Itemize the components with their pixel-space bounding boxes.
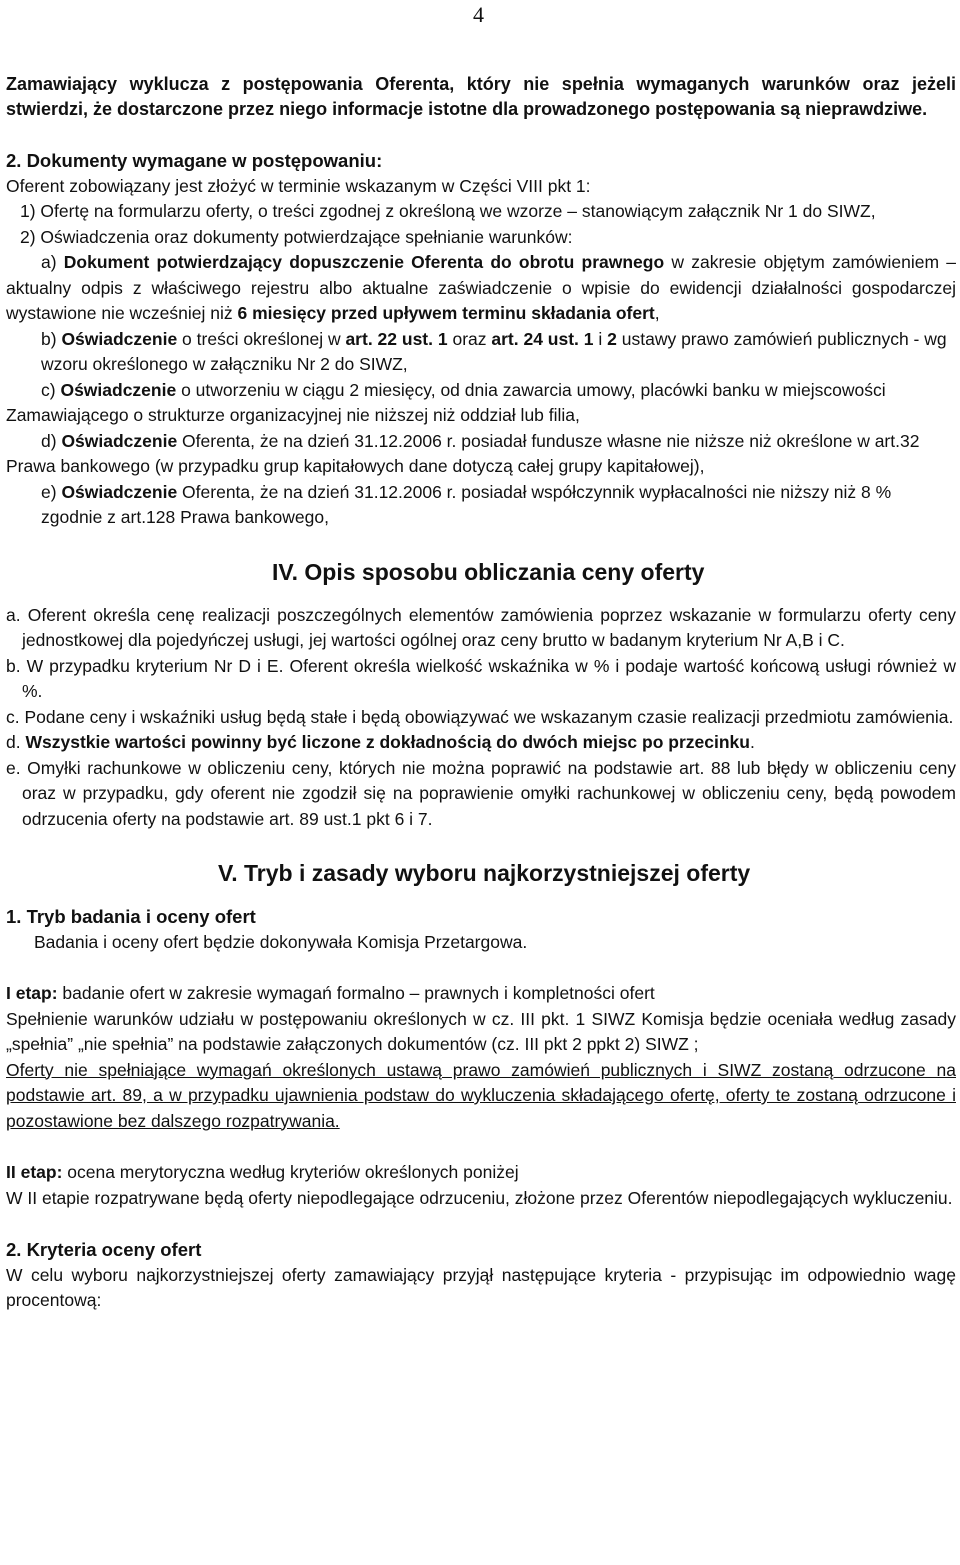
pricing-item-d (6, 730, 956, 756)
subsection-1-text: Badania i oceny ofert będzie dokonywała Komisja Przetargowa. (34, 931, 528, 952)
sub-item-c-bold: Oświadczenie (60, 379, 177, 400)
sub-item-d-label: d) (41, 430, 57, 451)
sub-item-b (6, 327, 956, 378)
pricing-item-d-bold: Wszystkie wartości powinny być liczone z dokładnością do dwóch miejsc po przecinku (25, 732, 750, 752)
sub-item-b-text4: ustawy prawo zamówień publicznych - wg wzoru określonego w załączniku Nr 2 do SIWZ, (41, 328, 947, 374)
sub-item-b-ust2: 2 (607, 328, 617, 349)
stage-2-paragraph: W II etapie rozpatrywane będą oferty niepodlegające odrzuceniu, złożone przez Oferentów niepodlegających wykluczeniu. (6, 1187, 953, 1208)
sub-item-b-label: b) (41, 328, 57, 349)
stage-1-text: badanie ofert w zakresie wymagań formalno – prawnych i kompletności ofert (57, 983, 655, 1003)
sub-item-b-text2: oraz (447, 328, 492, 349)
sub-item-a-bold: Dokument potwierdzający dopuszczenie Oferenta do obrotu prawnego (63, 252, 665, 272)
sub-item-d (6, 429, 956, 480)
subsection-1-heading: 1. Tryb badania i oceny ofert (6, 906, 256, 927)
pricing-item-a: a. Oferent określa cenę realizacji poszczególnych elementów zamówienia poprzez wskazanie w formularzu oferty ceny jednostkowej dla pojedyńczej usługi, jej wartości ogólnej oraz ceny brutto w badanym kryterium Nr A,B i C. (6, 604, 956, 650)
sub-item-d-text: Oferenta, że na dzień 31.12.2006 r. posiadał fundusze własne nie niższe niż określone w art.32 Prawa bankowego (w przypadku grup kapitałowych dane dotyczą całej grupy kapitałowej), (6, 430, 920, 476)
required-item-2: 2) Oświadczenia oraz dokumenty potwierdzające spełnianie warunków: (20, 226, 573, 247)
stage-1-paragraph-2: Oferty nie spełniające wymagań określonych ustawą prawo zamówień publicznych i SIWZ zostaną odrzucone na podstawie art. 89, a w przypadku ujawnienia podstaw do wykluczenia składającego ofertę, oferty te zostaną odrzucone i pozostawione bez dalszego rozpatrywania. (6, 1059, 956, 1131)
section-5-title: V. Tryb i zasady wyboru najkorzystniejszej oferty (218, 860, 751, 886)
sub-item-a-end: , (654, 303, 660, 323)
stage-2-label: II etap: (6, 1162, 63, 1182)
sub-item-a-label: a) (41, 252, 57, 272)
section-2-documents (6, 148, 956, 531)
intro-paragraph: Zamawiający wyklucza z postępowania Oferenta, który nie spełnia wymaganych warunków oraz jeżeli stwierdzi, że dostarczone przez niego informacje istotne dla prowadzonego postępowania są nieprawdziwe. (6, 74, 956, 119)
sub-item-c-text: o utworzeniu w ciągu 2 miesięcy, od dnia zawarcia umowy, placówki banku w miejscowości Zamawiającego o strukturze organizacyjnej nie niższej niż oddział lub filia, (6, 379, 886, 425)
stage-1-line (6, 981, 956, 1007)
sub-item-e-text: Oferenta, że na dzień 31.12.2006 r. posiadał współczynnik wypłacalności nie niższy niż 8 % zgodnie z art.128 Prawa bankowego, (41, 481, 892, 527)
stage-2-line (6, 1160, 956, 1186)
pricing-item-c: c. Podane ceny i wskaźniki usług będą stałe i będą obowiązywać we wskazanym czasie realizacji przedmiotu zamówienia. (6, 706, 954, 727)
sub-item-c (6, 378, 956, 429)
pricing-item-b: b. W przypadku kryterium Nr D i E. Oferent określa wielkość wskaźnika w % i podaje wartość końcową usługi również w %. (6, 655, 956, 701)
sub-item-e-bold: Oświadczenie (61, 481, 178, 502)
sub-item-c-label: c) (41, 379, 56, 400)
sub-item-a-text: w zakresie objętym zamówieniem – aktualny odpis z właściwego rejestru albo aktualne zaświadczenie o wpisie do ewidencji działalności gospodarczej wystawione nie wcześniej niż (6, 252, 956, 323)
sub-item-b-text1: o treści określonej w (177, 328, 346, 349)
page-number: 4 (473, 2, 484, 27)
sub-item-d-bold: Oświadczenie (61, 430, 178, 451)
stage-2-text: ocena merytoryczna według kryteriów określonych poniżej (62, 1162, 519, 1182)
sub-item-b-art22: art. 22 ust. 1 (345, 328, 448, 349)
section-5-selection (6, 858, 956, 1314)
document-body (6, 72, 956, 1314)
required-item-1: 1) Ofertę na formularzu oferty, o treści zgodnej z określoną we wzorze – stanowiącym załącznik Nr 1 do SIWZ, (20, 201, 876, 221)
subsection-2-heading: 2. Kryteria oceny ofert (6, 1239, 202, 1260)
pricing-item-d-label: d. (6, 732, 21, 752)
sub-item-a (6, 250, 956, 327)
stage-1-paragraph-1: Spełnienie warunków udziału w postępowaniu określonych w cz. III pkt. 1 SIWZ Komisja będzie oceniała według zasady „spełnia” „nie spełnia” na podstawie załączonych dokumentów (cz. III pkt 2 ppkt 2) SIWZ ; (6, 1008, 956, 1054)
subsection-2-text: W celu wyboru najkorzystniejszej oferty zamawiający przyjął następujące kryteria - przypisując im odpowiednio wagę procentową: (6, 1264, 956, 1310)
pricing-item-e: e. Omyłki rachunkowe w obliczeniu ceny, których nie można poprawić na podstawie art. 88 lub błędy w obliczeniu ceny oraz w przypadku, gdy oferent nie zgodził się na poprawienie omyłki rachunkowej w obliczeniu ceny, będą powodem odrzucenia oferty na podstawie art. 89 ust.1 pkt 6 i 7. (6, 757, 956, 829)
sub-item-a-deadline: 6 miesięcy przed upływem terminu składania ofert (237, 303, 655, 323)
pricing-item-d-end: . (749, 732, 755, 752)
sub-item-b-art24: art. 24 ust. 1 (491, 328, 594, 349)
sub-item-e-label: e) (41, 481, 57, 502)
sub-item-e (6, 480, 956, 531)
sub-item-b-bold: Oświadczenie (61, 328, 178, 349)
section-4-pricing (6, 557, 956, 833)
sub-item-b-text3: i (593, 328, 608, 349)
section-4-title: IV. Opis sposobu obliczania ceny oferty (272, 558, 705, 585)
stage-1-label: I etap: (6, 983, 58, 1003)
section-2-heading: 2. Dokumenty wymagane w postępowaniu: (6, 150, 383, 171)
section-2-lead: Oferent zobowiązany jest złożyć w terminie wskazanym w Części VIII pkt 1: (6, 175, 591, 196)
